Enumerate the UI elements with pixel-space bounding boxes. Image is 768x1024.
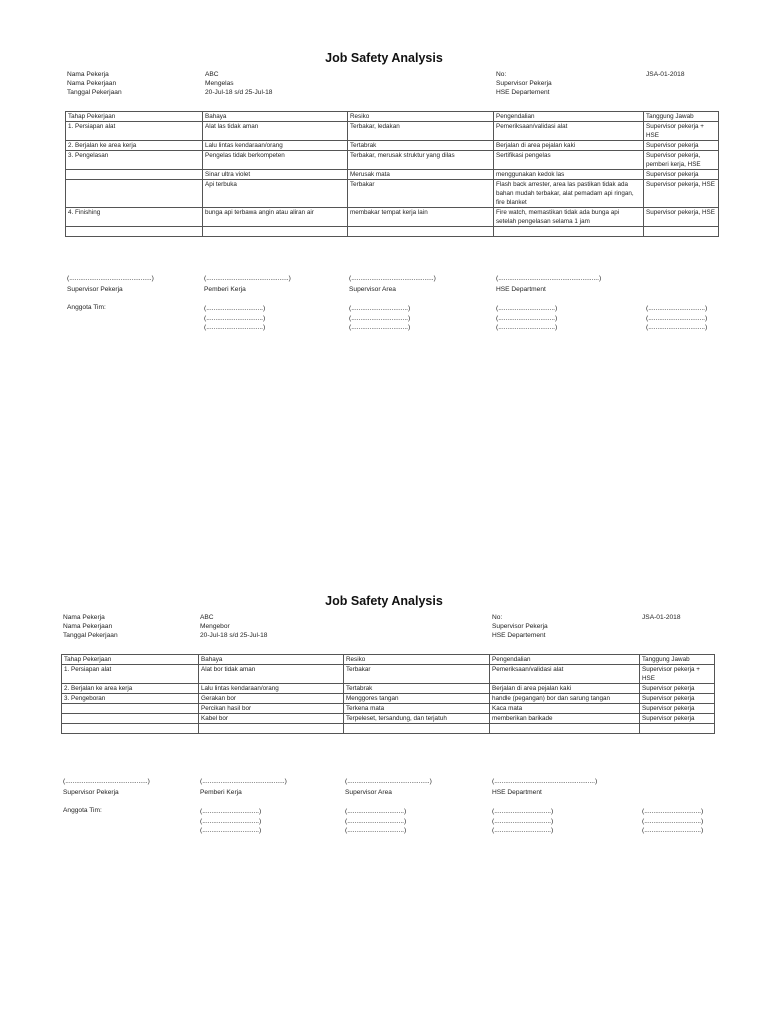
right-labels [496,70,552,97]
header-cell: Tahap Pekerjaan [66,112,203,122]
table-row [62,684,715,694]
table-cell: Sinar ultra violet [203,170,348,180]
jsa-table [65,111,719,237]
signature-blank: (.............................................) [204,275,291,282]
team-signature-blank: (...............................) [492,817,554,825]
sheet-title: Job Safety Analysis [325,594,443,608]
signature-hse-department [496,273,601,295]
value-document-number: JSA-01-2018 [646,71,685,78]
table-cell: Merusak mata [348,170,494,180]
team-signature-blank: (...............................) [496,314,558,322]
signature-blank: (.......................................................) [492,778,598,785]
signature-supervisor-area [345,776,432,798]
team-column-4 [642,807,703,836]
table-row [62,704,715,714]
right-labels [492,613,548,640]
team-signature-blank: (...............................) [349,314,411,322]
label-tanggal-pekerjaan: Tanggal Pekerjaan [67,89,122,96]
team-column-1 [204,304,265,333]
table-row [66,122,719,141]
label-hse-departement: HSE Departement [496,89,550,96]
header-cell: Tahap Pekerjaan [62,655,199,665]
team-signature-blank: (...............................) [204,324,266,331]
signature-blank: (.............................................) [200,778,287,785]
team-column-2 [345,807,406,836]
table-row [66,170,719,180]
label-nama-pekerjaan: Nama Pekerjaan [67,80,117,87]
header-cell: Tanggung Jawab [640,655,715,665]
header-cell: Bahaya [203,112,348,122]
signature-pemberi-kerja [200,776,287,798]
table-cell: Supervisor pekerja [640,684,715,694]
table-cell: Supervisor pekerja [640,714,715,724]
value-tanggal-pekerjaan: 20-Jul-18 s/d 25-Jul-18 [200,632,268,639]
table-cell: Supervisor pekerja, HSE [644,208,719,227]
label-nama-pekerjaan: Nama Pekerjaan [63,623,113,630]
team-label: Anggota Tim: [67,304,106,311]
signature-blank: (.......................................................) [496,275,602,282]
header-cell: Resiko [344,655,490,665]
team-column-2 [349,304,410,333]
table-cell [494,227,644,237]
signature-supervisor-pekerja [67,273,154,295]
team-column-4 [646,304,707,333]
table-cell [66,180,203,208]
team-signature-blank: (...............................) [492,808,554,815]
team-signature-blank: (...............................) [200,817,262,825]
table-cell: Supervisor pekerja [644,170,719,180]
team-label: Anggota Tim: [63,807,102,814]
table-cell: Kabel bor [199,714,344,724]
table-cell: bunga api terbawa angin atau aliran air [203,208,348,227]
signature-blank: (.............................................) [349,275,436,282]
table-cell: Terbakar [344,665,490,684]
table-cell: Terbakar [348,180,494,208]
signature-pemberi-kerja [204,273,291,295]
header-cell: Resiko [348,112,494,122]
table-cell: Terbakar, merusak struktur yang dilas [348,151,494,170]
table-cell: Terbakar, ledakan [348,122,494,141]
label-supervisor-pekerja: Supervisor Pekerja [492,623,548,630]
table-row [62,714,715,724]
header-cell: Pengendalian [494,112,644,122]
signature-role: Supervisor Pekerja [63,789,119,796]
table-cell: Pemeriksaan/validasi alat [490,665,640,684]
meta-labels [67,70,122,97]
team-signature-blank: (...............................) [642,827,704,834]
meta-values [200,613,267,640]
team-signature-blank: (...............................) [345,827,407,834]
table-cell [490,724,640,734]
table-cell: 1. Persiapan alat [62,665,199,684]
table-cell: Pengelas tidak berkompeten [203,151,348,170]
table-cell: Alat bor tidak aman [199,665,344,684]
table-cell: Supervisor pekerja + HSE [640,665,715,684]
team-column-3 [492,807,553,836]
table-cell: Alat las tidak aman [203,122,348,141]
table-cell: Menggores tangan [344,694,490,704]
team-signature-blank: (...............................) [646,324,708,331]
table-cell: Terkena mata [344,704,490,714]
table-cell: Sertifikasi pengelas [494,151,644,170]
table-cell: Supervisor pekerja, pemberi kerja, HSE [644,151,719,170]
header-cell: Bahaya [199,655,344,665]
table-row [62,665,715,684]
label-tanggal-pekerjaan: Tanggal Pekerjaan [63,632,118,639]
table-cell: 2. Berjalan ke area kerja [62,684,199,694]
team-signature-blank: (...............................) [204,305,266,312]
team-signature-blank: (...............................) [496,324,558,331]
team-signature-blank: (...............................) [204,314,266,322]
table-cell: Flash back arrester, area las pastikan tidak ada bahan mudah terbakar, alat pemadam api ringan, fire blanket [494,180,644,208]
value-nama-pekerja: ABC [205,71,219,78]
team-signature-blank: (...............................) [200,827,262,834]
team-column-3 [496,304,557,333]
table-cell [344,724,490,734]
team-signature-blank: (...............................) [492,827,554,834]
table-cell: 1. Persiapan alat [66,122,203,141]
signature-role: Pemberi Kerja [200,789,242,796]
table-cell: 3. Pengeboran [62,694,199,704]
table-cell [62,704,199,714]
table-cell: 4. Finishing [66,208,203,227]
team-signature-blank: (...............................) [642,817,704,825]
table-cell: Gerakan bor [199,694,344,704]
table-row [66,208,719,227]
table-cell [66,227,203,237]
table-cell [348,227,494,237]
table-cell: Terpeleset, tersandung, dan terjatuh [344,714,490,724]
team-signature-blank: (...............................) [345,808,407,815]
label-no: No: [496,71,507,78]
header-cell: Tanggung Jawab [644,112,719,122]
table-header-row [62,655,715,665]
signature-blank: (.............................................) [67,275,154,282]
team-signature-blank: (...............................) [496,305,558,312]
table-cell: Supervisor pekerja [640,704,715,714]
table-cell: Berjalan di area pejalan kaki [494,141,644,151]
table-row [66,227,719,237]
signature-blank: (.............................................) [345,778,432,785]
table-cell: Lalu lintas kendaraan/orang [199,684,344,694]
label-supervisor-pekerja: Supervisor Pekerja [496,80,552,87]
value-nama-pekerjaan: Mengelas [205,80,234,87]
signature-blank: (.............................................) [63,778,150,785]
team-signature-blank: (...............................) [349,324,411,331]
table-cell: 3. Pengelasan [66,151,203,170]
table-cell: Berjalan di area pejalan kaki [490,684,640,694]
table-header-row [66,112,719,122]
table-cell: 2. Berjalan ke area kerja [66,141,203,151]
label-nama-pekerja: Nama Pekerja [67,71,109,78]
table-cell: menggunakan kedok las [494,170,644,180]
signature-supervisor-pekerja [63,776,150,798]
table-cell [644,227,719,237]
table-row [66,151,719,170]
table-cell: Pemeriksaan/validasi alat [494,122,644,141]
team-signature-blank: (...............................) [646,305,708,312]
table-cell [203,227,348,237]
team-signature-blank: (...............................) [646,314,708,322]
table-row [62,724,715,734]
signature-role: HSE Department [496,286,546,293]
team-signature-blank: (...............................) [349,305,411,312]
table-row [66,141,719,151]
table-row [62,694,715,704]
table-cell: Tertabrak [344,684,490,694]
signature-role: Supervisor Area [345,789,392,796]
value-nama-pekerja: ABC [200,614,214,621]
value-document-number: JSA-01-2018 [642,614,681,621]
meta-labels [63,613,118,640]
table-cell [62,724,199,734]
table-row [66,180,719,208]
table-cell: Supervisor pekerja [640,694,715,704]
signature-role: Supervisor Pekerja [67,286,123,293]
table-cell: memberikan barikade [490,714,640,724]
table-cell: Lalu lintas kendaraan/orang [203,141,348,151]
table-cell: Percikan hasil bor [199,704,344,714]
table-cell: Fire watch, memastikan tidak ada bunga api setelah pengelasan selama 1 jam [494,208,644,227]
team-signature-blank: (...............................) [345,817,407,825]
signature-role: Pemberi Kerja [204,286,246,293]
table-cell: Supervisor pekerja [644,141,719,151]
team-column-1 [200,807,261,836]
signature-hse-department [492,776,597,798]
signature-supervisor-area [349,273,436,295]
table-cell: Kaca mata [490,704,640,714]
table-cell: handle (pegangan) bor dan sarung tangan [490,694,640,704]
value-tanggal-pekerjaan: 20-Jul-18 s/d 25-Jul-18 [205,89,273,96]
right-values [646,70,685,79]
table-cell: Tertabrak [348,141,494,151]
meta-values [205,70,272,97]
team-signature-blank: (...............................) [642,808,704,815]
team-signature-blank: (...............................) [200,808,262,815]
table-cell [66,170,203,180]
right-values [642,613,681,622]
table-cell: Api terbuka [203,180,348,208]
value-nama-pekerjaan: Mengebor [200,623,230,630]
sheet-title: Job Safety Analysis [325,51,443,65]
label-nama-pekerja: Nama Pekerja [63,614,105,621]
table-cell [62,714,199,724]
signature-role: Supervisor Area [349,286,396,293]
jsa-table [61,654,715,734]
label-hse-departement: HSE Departement [492,632,546,639]
table-cell: Supervisor pekerja + HSE [644,122,719,141]
header-cell: Pengendalian [490,655,640,665]
label-no: No: [492,614,503,621]
table-cell: membakar tempat kerja lain [348,208,494,227]
table-cell: Supervisor pekerja, HSE [644,180,719,208]
table-cell [640,724,715,734]
signature-role: HSE Department [492,789,542,796]
table-cell [199,724,344,734]
